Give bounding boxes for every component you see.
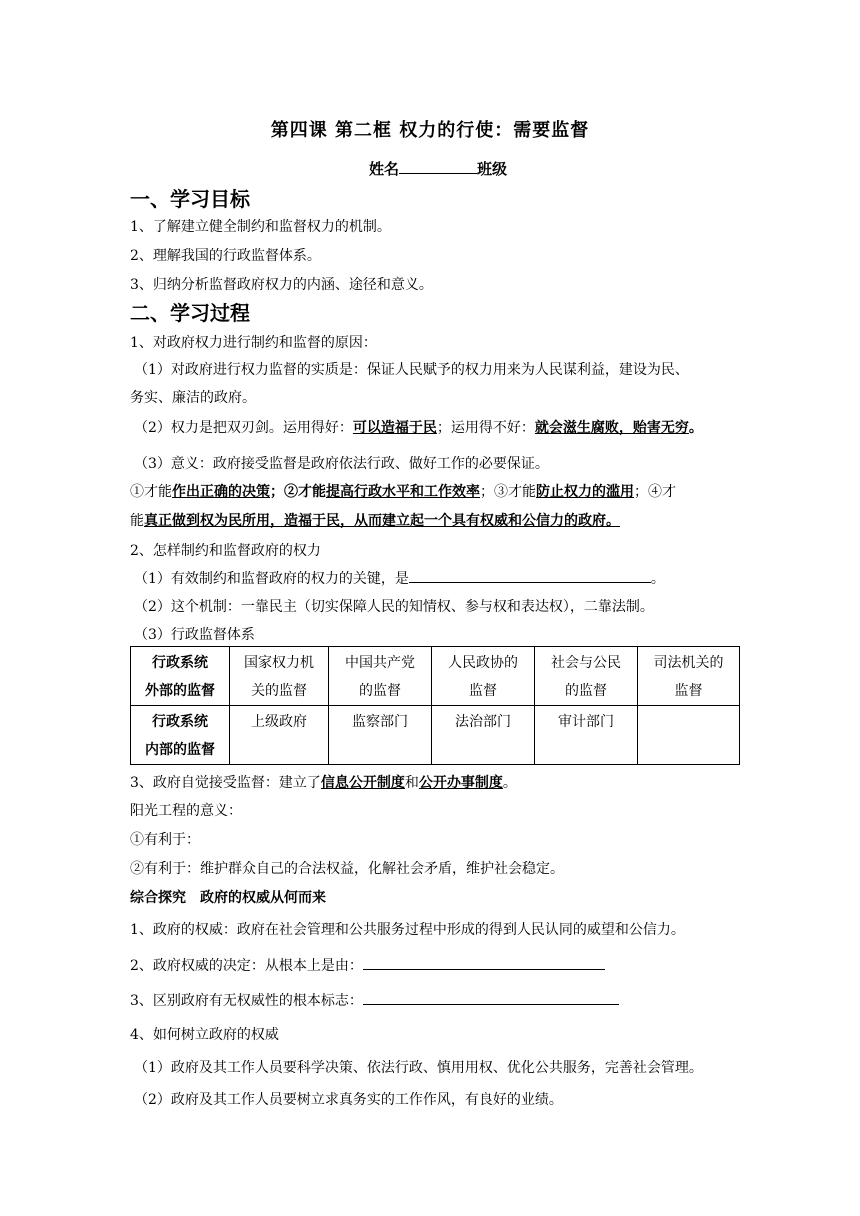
- q1-p4-text-b: ；②才能: [270, 484, 326, 500]
- table-cell: [535, 647, 638, 706]
- explore-item-1: 1、政府的权威：政府在社会管理和公共服务过程中形成的得到人民认同的威望和公信力。: [130, 922, 685, 938]
- q3-answer-2: 公开办事制度: [418, 775, 503, 791]
- table-cell-line: 司法机关的: [653, 655, 724, 671]
- q1-p4-text-a: ①才能: [130, 484, 172, 500]
- table-cell-line: 法治部门: [455, 714, 511, 730]
- q1-p1-line2: 务实、廉洁的政府。: [130, 390, 256, 406]
- q2-p1-text-c: 。: [650, 571, 665, 587]
- table-cell: [638, 647, 740, 706]
- q3-text-a: 3、政府自觉接受监督：建立了: [130, 775, 321, 791]
- q3-heading: [130, 772, 517, 792]
- explore-item-4: 4、如何树立政府的权威: [130, 1027, 279, 1043]
- q1-p4-answer-2: 提高行政水平和工作效率: [326, 484, 480, 500]
- explore-item-2-blank[interactable]: [363, 954, 605, 970]
- explore-item-2: [130, 954, 605, 975]
- q1-p2-text-c: 。: [688, 420, 703, 436]
- supervision-system-table: [130, 646, 740, 765]
- sunshine-item-1: ①有利于：: [130, 832, 200, 848]
- class-label: 班级: [477, 160, 508, 178]
- q1-p4-answer-1: 作出正确的决策: [172, 484, 270, 500]
- q1-p2-answer-1: 可以造福于民: [352, 420, 437, 436]
- q1-p4-line1: [130, 481, 676, 501]
- table-cell: [432, 706, 535, 765]
- table-cell-line: 监督: [469, 683, 497, 699]
- table-cell-line: 国家权力机: [244, 655, 314, 671]
- q1-p4-text-c: ；③才能: [480, 484, 536, 500]
- q2-p1: [134, 567, 665, 588]
- goal-item-1: 1、了解建立健全制约和监督权力的机制。: [130, 219, 391, 235]
- explore-item-3-blank[interactable]: [363, 989, 619, 1005]
- table-cell-line: 中国共产党: [345, 655, 415, 671]
- table-cell-line: 的监督: [359, 683, 401, 699]
- q2-p1-text-a: （1）有效制约和监督政府的权力的关键，是: [134, 571, 409, 587]
- explore-item-3: [130, 989, 619, 1010]
- table-cell: [535, 706, 638, 765]
- table-row: [131, 647, 740, 706]
- q2-p3: （3）行政监督体系: [134, 627, 255, 643]
- q2-heading: 2、怎样制约和监督政府的权力: [130, 543, 321, 559]
- q3-text-c: 。: [502, 775, 517, 791]
- q2-p2: （2）这个机制：一靠民主（切实保障人民的知情权、参与权和表达权），二靠法制。: [134, 599, 654, 615]
- q1-p2-answer-2: 就会滋生腐败，贻害无穷: [534, 420, 689, 436]
- process-heading: 二、学习过程: [130, 301, 250, 325]
- table-cell-line: 社会与公民: [551, 655, 621, 671]
- name-class-line: [369, 158, 507, 179]
- table-cell-line: 的监督: [565, 683, 607, 699]
- explore-item-4-1: （1）政府及其工作人员要科学决策、依法行政、慎用用权、优化公共服务，完善社会管理。: [134, 1060, 703, 1076]
- q1-p4-text-d: ；④才: [634, 484, 676, 500]
- page-title: 第四课 第二框 权力的行使：需要监督: [270, 120, 590, 141]
- q1-heading: 1、对政府权力进行制约和监督的原因：: [130, 335, 377, 351]
- name-label: 姓名: [369, 160, 400, 178]
- q1-p4-answer-4: 真正做到权为民所用，造福于民，从而建立起一个具有权威和公信力的政府。: [144, 513, 620, 529]
- table-row-header-line: 行政系统: [152, 714, 208, 730]
- q1-p4-answer-3: 防止权力的滥用: [536, 484, 634, 500]
- table-cell-line: 审计部门: [558, 714, 614, 730]
- explore-item-3-text: 3、区别政府有无权威性的根本标志：: [130, 993, 363, 1009]
- q1-p2-text-b: ；运用得不好：: [436, 420, 535, 436]
- table-cell: [329, 706, 432, 765]
- table-row-header-line: 外部的监督: [145, 683, 215, 699]
- sunshine-heading: 阳光工程的意义：: [130, 803, 242, 819]
- table-row-header: [131, 647, 230, 706]
- table-cell: [230, 647, 329, 706]
- goal-item-3: 3、归纳分析监督政府权力的内涵、途径和意义。: [130, 277, 433, 293]
- table-cell: [230, 706, 329, 765]
- table-row: [131, 706, 740, 765]
- q1-p2: [134, 417, 703, 437]
- goals-heading: 一、学习目标: [130, 187, 250, 211]
- table-row-header-line: 内部的监督: [145, 742, 215, 758]
- explore-item-2-text: 2、政府权威的决定：从根本上是由：: [130, 958, 363, 974]
- q3-text-b: 和: [404, 775, 419, 791]
- explore-item-4-2: （2）政府及其工作人员要树立求真务实的工作作风，有良好的业绩。: [134, 1092, 563, 1108]
- q3-answer-1: 信息公开制度: [320, 775, 405, 791]
- q1-p4-text-e: 能: [130, 513, 144, 529]
- explore-heading: 综合探究 政府的权威从何而来: [130, 890, 326, 906]
- table-cell: [329, 647, 432, 706]
- table-cell-line: 上级政府: [251, 714, 307, 730]
- table-cell-line: 关的监督: [251, 683, 307, 699]
- q1-p3: （3）意义：政府接受监督是政府依法行政、做好工作的必要保证。: [134, 456, 549, 472]
- table-cell-line: 监察部门: [352, 714, 408, 730]
- table-cell-empty[interactable]: [638, 706, 740, 765]
- table-cell-line: 人民政协的: [448, 655, 518, 671]
- q2-p1-answer-blank[interactable]: [409, 567, 651, 583]
- q1-p2-text-a: （2）权力是把双刃剑。运用得好：: [134, 420, 353, 436]
- table-row-header: [131, 706, 230, 765]
- table-cell: [432, 647, 535, 706]
- goal-item-2: 2、理解我国的行政监督体系。: [130, 248, 321, 264]
- table-cell-line: 监督: [674, 683, 703, 699]
- table-row-header-line: 行政系统: [152, 655, 208, 671]
- name-blank[interactable]: [399, 158, 477, 174]
- q1-p1-line1: （1）对政府进行权力监督的实质是：保证人民赋予的权力用来为人民谋利益，建设为民、: [134, 362, 689, 378]
- sunshine-item-2: ②有利于：维护群众自己的合法权益，化解社会矛盾，维护社会稳定。: [130, 861, 564, 877]
- q1-p4-line2: [130, 510, 620, 530]
